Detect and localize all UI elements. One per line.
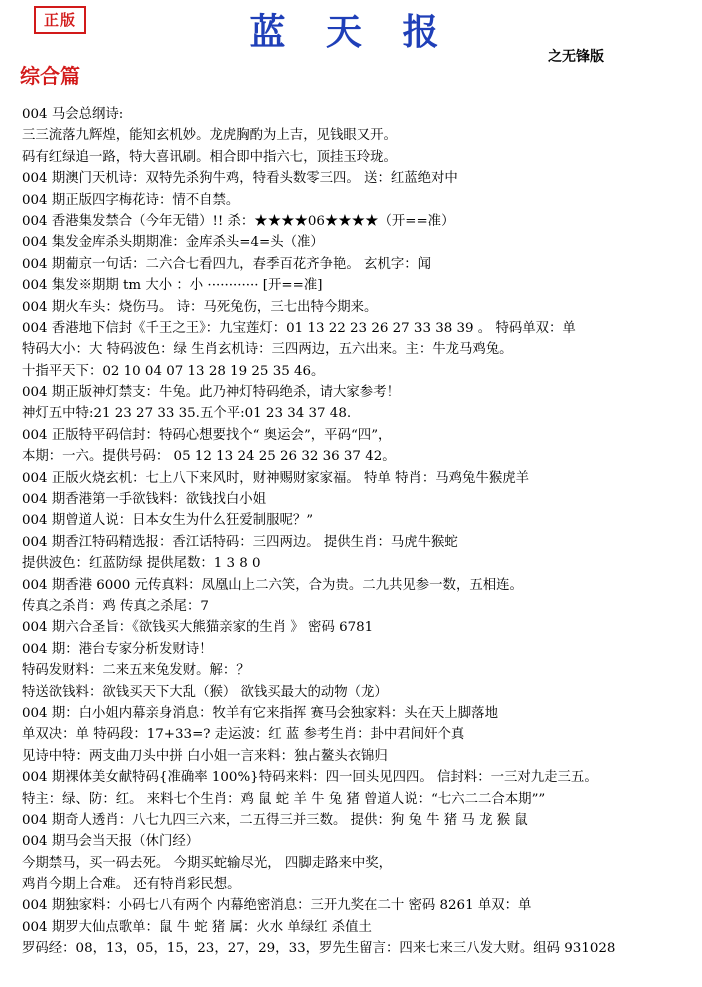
text-line: 传真之杀肖：鸡 传真之杀尾：7: [22, 598, 209, 614]
text-line: 罗码经：08，13，05，15，23，27，29，33，罗先生留言：四来七来三八发大财。组码 931028: [22, 941, 616, 957]
text-line: 004 集发※期期 tm 大小 ：小 ············ [开==准]: [22, 278, 323, 294]
article-body: [22, 104, 697, 960]
text-line: 004 正版火烧玄机：七上八下来风时，财神赐财家家福。 特单 特肖：马鸡兔牛猴虎羊: [22, 470, 529, 486]
text-line: 004 期正版神灯禁支：牛兔。此乃神灯特码绝杀，请大家参考！: [22, 385, 400, 401]
text-line: 004 期六合圣旨：《欲钱买大熊猫亲家的生肖 》 密码 6781: [22, 620, 374, 636]
text-line: 单双决：单 特码段：17+33=? 走运波：红 蓝 参考生肖：卦中君间奸个真: [22, 727, 465, 743]
text-line: 004 期奇人透肖：八七九四三六来，二五得三并三数。 提供：狗 兔 牛 猪 马 龙 猴 鼠: [22, 812, 528, 828]
text-line: 特送欲钱料：欲钱买天下大乱（猴） 欲钱买最大的动物（龙）: [22, 684, 388, 700]
text-line: 004 期火车头：烧伤马。 诗：马死兔伤，三七出特今期来。: [22, 299, 378, 315]
section-title: 综合篇: [20, 64, 80, 88]
text-line: 004 香港地下信封《千王之王》：九宝莲灯：01 13 22 23 26 27 33 38 39 。 特码单双：单: [22, 320, 576, 336]
text-line: 鸡肖今期上合难。 还有特肖彩民想。: [22, 877, 241, 893]
text-line: 004 期裸体美女献特码{准确率 100%}特码来料：四一回头见四四。 信封料：一三对九走三五。: [22, 770, 598, 786]
text-line: 004 马会总纲诗:: [22, 107, 124, 122]
text-line: 004 期独家料：小码七八有两个 内幕绝密消息：三开九奖在二十 密码 8261 单双：单: [22, 898, 532, 914]
newspaper-title: 蓝 天 报: [249, 11, 453, 53]
text-line: 004 期罗大仙点歌单：鼠 牛 蛇 猪 属：火水 单绿红 杀值土: [22, 919, 372, 935]
text-line: 004 香港集发禁合（今年无错）!! 杀：★★★★06★★★★（开==准）: [22, 213, 455, 229]
text-line: 特主：绿、防：红。 来料七个生肖：鸡 鼠 蛇 羊 牛 兔 猪 曾道人说：“七六二二合本期””: [22, 791, 546, 807]
text-line: 004 期正版四字梅花诗：情不自禁。: [22, 192, 240, 208]
text-line: 码有红绿追一路，特大喜讯刷。相合即中指六七，顶挂玉玲珑。: [22, 149, 397, 165]
text-line: 提供波色：红蓝防绿 提供尾数：1 3 8 0: [22, 556, 261, 572]
text-line: 004 期香江特码精选报：香江话特码：三四两边。 提供生肖：马虎牛猴蛇: [22, 534, 458, 550]
text-line: 三三流落九辉煌，能知玄机妙。龙虎胸酌为上吉，见钱眼又开。: [22, 128, 397, 144]
text-line: 神灯五中特:21 23 27 33 35.五个平:01 23 34 37 48.: [22, 406, 352, 422]
text-line: 004 期：港台专家分析发财诗！: [22, 641, 213, 657]
text-line: 004 正版特平码信封：特码心想要找个“ 奥运会”，平码“四”，: [22, 427, 392, 443]
text-line: 十指平天下：02 10 04 07 13 28 19 25 35 46。: [22, 363, 325, 379]
text-line: 本期：一六。提供号码： 05 12 13 24 25 26 32 36 37 42。: [22, 449, 396, 465]
text-line: 特码大小：大 特码波色：绿 生肖玄机诗：三四两边，五六出来。主：牛龙马鸡兔。: [22, 342, 513, 358]
text-line: 004 期马会当天报（休门经）: [22, 834, 200, 850]
text-line: 见诗中特：两支曲刀头中拼 白小姐一言来料：独占鳌头衣锦归: [22, 748, 388, 764]
text-line: 004 期澳门天机诗：双特先杀狗牛鸡，特看头数零三四。 送：红蓝绝对中: [22, 171, 458, 187]
text-line: 004 期香港 6000 元传真料：凤凰山上二六笑，合为贵。二九共见参一数，五相连。: [22, 577, 523, 593]
text-line: 004 期香港第一手欲钱料：欲钱找白小姐: [22, 492, 267, 508]
text-line: 004 集发金库杀头期期准：金库杀头=4=头（准）: [22, 235, 324, 251]
text-line: 特码发财料：二来五来兔发财。解：？: [22, 663, 250, 679]
edition-label: 之无锋版: [548, 49, 604, 65]
text-line: 今期禁马，买一码去死。 今期买蛇输尽光， 四脚走路来中奖，: [22, 855, 393, 871]
text-line: 004 期曾道人说：日本女生为什么狂爱制服呢？”: [22, 513, 314, 529]
edition-stamp: 正版: [34, 6, 86, 34]
text-line: 004 期葡京一句话：二六合七看四九，春季百花齐争艳。 玄机字：闻: [22, 256, 432, 272]
text-line: 004 期：白小姐内幕亲身消息：牧羊有它来指挥 赛马会独家料：头在天上脚落地: [22, 705, 498, 721]
